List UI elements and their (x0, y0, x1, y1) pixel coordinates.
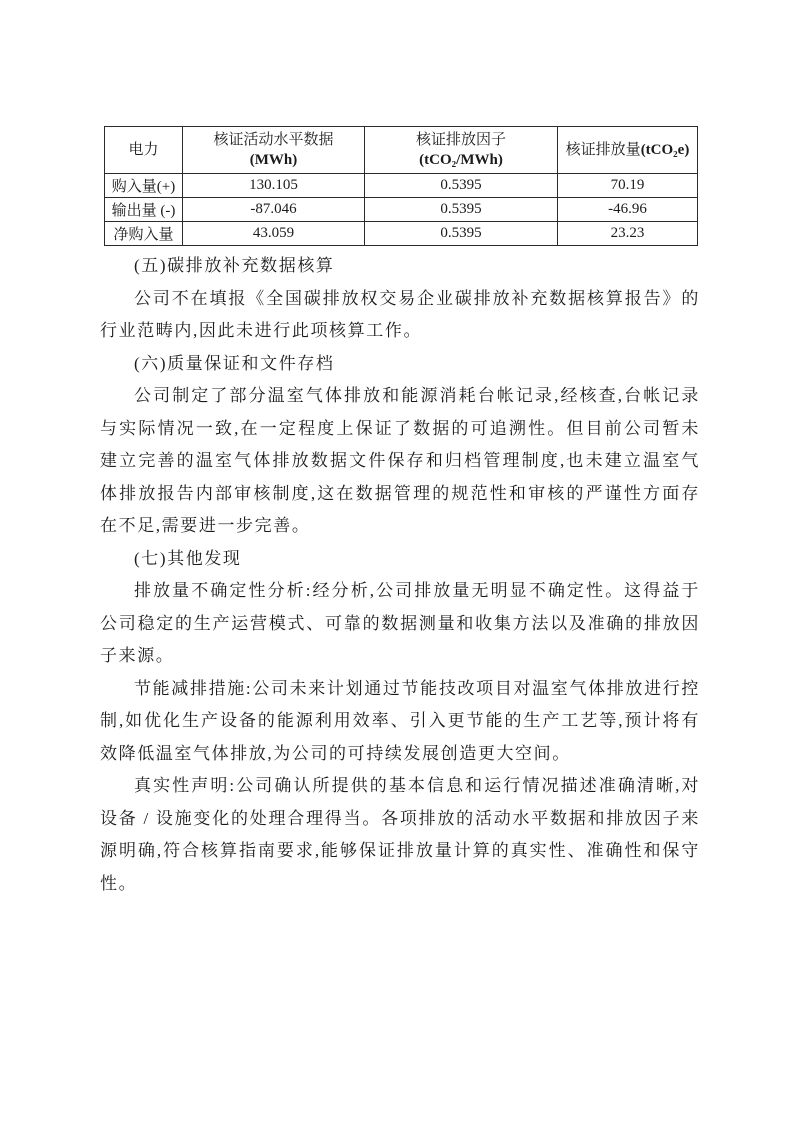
col-header-verified-emissions (558, 127, 698, 174)
cell-output-factor: 0.5395 (365, 198, 558, 222)
col-header-verified-emissions-label: 核证排放量 (565, 142, 641, 158)
col-header-emission-factor (365, 127, 558, 174)
cell-purchased-emission: 70.19 (558, 174, 698, 198)
section-heading-7: (七)其他发现 (134, 548, 242, 568)
section-heading-5: (五)碳排放补充数据核算 (134, 256, 335, 275)
col-header-activity-data (183, 127, 365, 174)
cell-net-factor: 0.5395 (365, 222, 558, 246)
section-6-paragraph: 公司制定了部分温室气体排放和能源消耗台帐记录,经核查,台帐记录与实际情况一致,在一定程度上保证了数据的可追溯性。但目前公司暂未建立完善的温室气体排放数据文件保存和归档管理制度,也未建立温室气体排放报告内部审核制度,这在数据管理的规范性和审核的严谨性方面存在不足,需要进一步完善。 (100, 386, 700, 535)
col-header-verified-emissions-unit: (tCO₂e) (640, 142, 690, 158)
cell-net-emission: 23.23 (558, 222, 698, 246)
col-header-electricity (105, 127, 183, 174)
col-header-emission-factor-label: 核证排放因子 (415, 132, 506, 148)
col-header-electricity-label: 电力 (128, 142, 159, 158)
col-header-activity-data-unit: (MWh) (249, 152, 298, 168)
section-5-paragraph: 公司不在填报《全国碳排放权交易企业碳排放补充数据核算报告》的行业范畴内,因此未进行此项核算工作。 (100, 288, 700, 340)
table-row-output (105, 198, 698, 222)
col-header-emission-factor-unit: (tCO₂/MWh) (419, 152, 503, 168)
section-heading-6: (六)质量保证和文件存档 (134, 353, 335, 373)
section-7-paragraph-authenticity: 真实性声明:公司确认所提供的基本信息和运行情况描述准确清晰,对设备 / 设施变化的处理合理得当。各项排放的活动水平数据和排放因子来源明确,符合核算指南要求,能够保证排放量计算的真实性、准确性和保守性。 (100, 776, 700, 893)
cell-output-activity: -87.046 (183, 198, 365, 222)
cell-purchased-activity: 130.105 (183, 174, 365, 198)
cell-output-emission: -46.96 (558, 198, 698, 222)
section-7-paragraph-energy-saving: 节能减排措施:公司未来计划通过节能技改项目对温室气体排放进行控制,如优化生产设备的能源利用效率、引入更节能的生产工艺等,预计将有效降低温室气体排放,为公司的可持续发展创造更大空间。 (100, 678, 700, 763)
cell-net-activity: 43.059 (183, 222, 365, 246)
table-row-net-purchased (105, 222, 698, 246)
col-header-activity-data-label: 核证活动水平数据 (213, 132, 334, 148)
table-header-row (105, 127, 698, 174)
section-7-paragraph-uncertainty: 排放量不确定性分析:经分析,公司排放量无明显不确定性。这得益于公司稳定的生产运营模式、可靠的数据测量和收集方法以及准确的排放因子来源。 (100, 581, 700, 665)
row-label-output: 输出量 (-) (105, 198, 183, 222)
table-row-purchased (105, 174, 698, 198)
cell-purchased-factor: 0.5395 (365, 174, 558, 198)
row-label-purchased: 购入量(+) (105, 174, 183, 198)
verified-electricity-emissions-table (104, 126, 698, 246)
row-label-net-purchased: 净购入量 (105, 222, 183, 246)
document-body (100, 250, 700, 900)
